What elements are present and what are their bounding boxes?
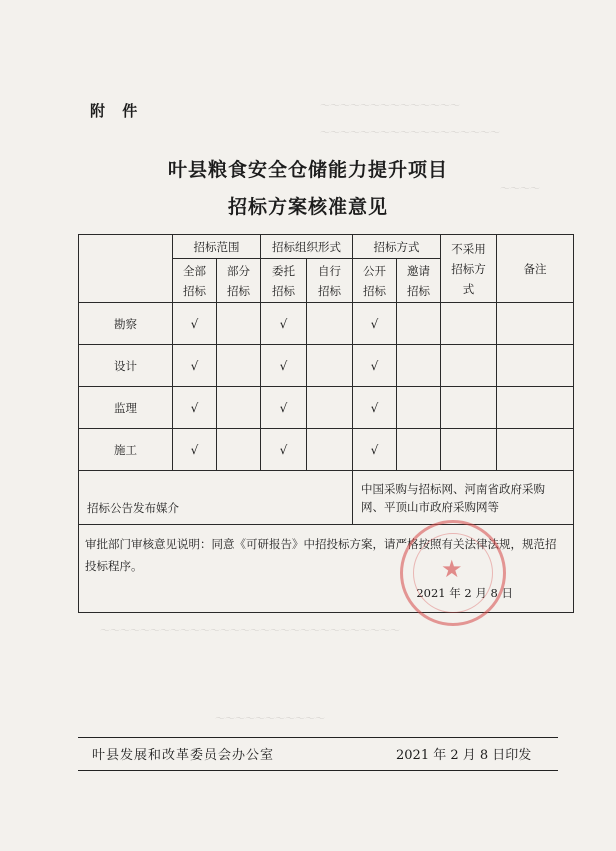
check-mark xyxy=(497,345,574,387)
media-label: 招标公告发布媒介 xyxy=(79,471,353,525)
bleed-through-text: ～～～～～～～～～～～ xyxy=(215,714,325,725)
check-mark: √ xyxy=(261,387,307,429)
check-mark xyxy=(441,387,497,429)
check-mark: √ xyxy=(173,303,217,345)
check-mark xyxy=(397,303,441,345)
subheader-cell: 自行招标 xyxy=(307,259,353,303)
check-mark xyxy=(217,387,261,429)
check-mark: √ xyxy=(261,345,307,387)
approval-date: 2021 年 2 月 8 日 xyxy=(416,586,513,600)
bleed-through-text: ～～～～～～～～～～～～～～～～～～ xyxy=(320,128,500,139)
header-no-bid: 不采用招标方式 xyxy=(441,235,497,303)
row-label: 监理 xyxy=(79,387,173,429)
row-label: 设计 xyxy=(79,345,173,387)
bleed-through-text: ～～～～～～～～～～～～～～～～～～～～～～～～～～～～～～ xyxy=(100,626,400,637)
check-mark xyxy=(307,387,353,429)
table-row xyxy=(79,429,574,471)
check-mark xyxy=(307,303,353,345)
header-scope: 招标范围 xyxy=(173,235,261,259)
table-row xyxy=(79,303,574,345)
check-mark: √ xyxy=(261,429,307,471)
document-title-line2: 招标方案核准意见 xyxy=(227,196,388,218)
check-mark xyxy=(397,387,441,429)
check-mark: √ xyxy=(353,345,397,387)
check-mark: √ xyxy=(353,303,397,345)
bleed-through-text: ～～～～ xyxy=(500,184,540,195)
subheader-cell: 部分招标 xyxy=(217,259,261,303)
header-remark: 备注 xyxy=(497,235,574,303)
check-mark xyxy=(441,345,497,387)
check-mark xyxy=(307,429,353,471)
check-mark xyxy=(217,303,261,345)
document-title-line1: 叶县粮食安全仓储能力提升项目 xyxy=(167,159,448,181)
subheader-cell: 公开招标 xyxy=(353,259,397,303)
footer-issue-date: 2021 年 2 月 8 日印发 xyxy=(396,748,532,763)
check-mark xyxy=(397,345,441,387)
check-mark xyxy=(497,429,574,471)
row-label: 施工 xyxy=(79,429,173,471)
check-mark xyxy=(497,303,574,345)
seal-star-icon: ★ xyxy=(441,555,463,583)
check-mark xyxy=(397,429,441,471)
approval-text: 审批部门审核意见说明：同意《可研报告》中招投标方案，请严格按照有关法律法规，规范招投标程序。 xyxy=(85,537,557,573)
check-mark: √ xyxy=(353,429,397,471)
check-mark: √ xyxy=(173,429,217,471)
check-mark xyxy=(217,345,261,387)
subheader-cell: 邀请招标 xyxy=(397,259,441,303)
header-org-form: 招标组织形式 xyxy=(261,235,353,259)
corner-cell xyxy=(79,235,173,303)
footer-divider-top xyxy=(78,737,558,738)
row-label: 勘察 xyxy=(79,303,173,345)
check-mark: √ xyxy=(261,303,307,345)
table-row xyxy=(79,387,574,429)
check-mark xyxy=(497,387,574,429)
subheader-cell: 全部招标 xyxy=(173,259,217,303)
check-mark: √ xyxy=(353,387,397,429)
check-mark xyxy=(441,303,497,345)
media-value: 中国采购与招标网、河南省政府采购网、平顶山市政府采购网等 xyxy=(353,471,574,525)
table-row xyxy=(79,345,574,387)
subheader-cell: 委托招标 xyxy=(261,259,307,303)
check-mark xyxy=(217,429,261,471)
bleed-through-text: ～～～～～～～～～～～～～～ xyxy=(320,101,460,112)
footer-issuer: 叶县发展和改革委员会办公室 xyxy=(92,748,275,763)
attachment-label: 附 件 xyxy=(90,102,144,120)
check-mark xyxy=(441,429,497,471)
check-mark xyxy=(307,345,353,387)
official-seal xyxy=(400,520,506,626)
check-mark: √ xyxy=(173,387,217,429)
header-method: 招标方式 xyxy=(353,235,441,259)
check-mark: √ xyxy=(173,345,217,387)
footer-divider-bottom xyxy=(78,770,558,771)
